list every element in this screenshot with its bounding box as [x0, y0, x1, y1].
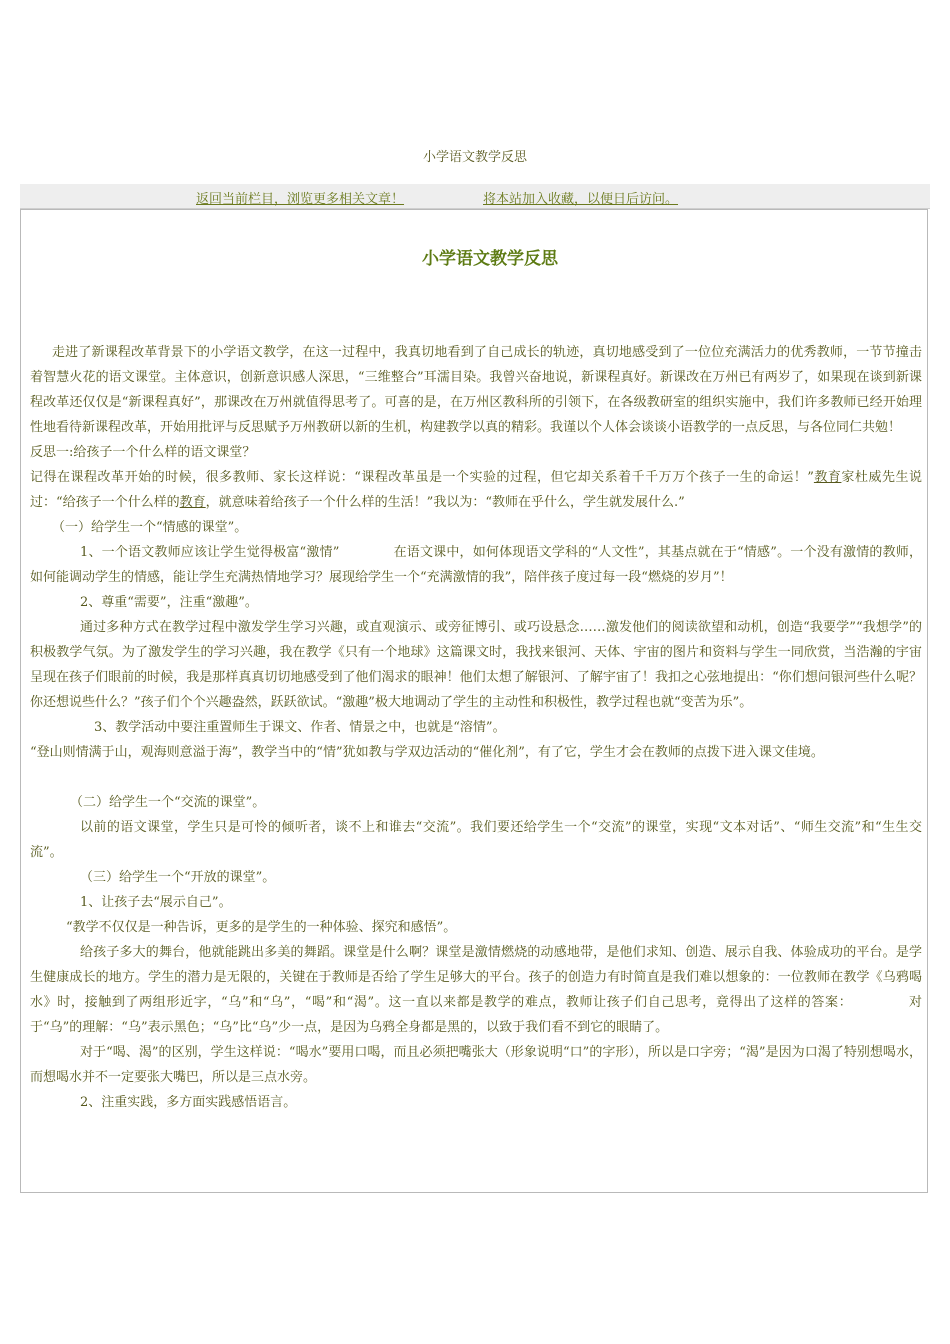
paragraph-text: 记得在课程改革开始的时候，很多教师、家长这样说：“课程改革虽是一个实验的过程，但它却关系着千千万万个孩子一生的命运！” [30, 470, 814, 485]
section-1-paragraph-2: 2、尊重“需要”，注重“激趣”。 [80, 595, 258, 610]
section-3-heading: （三）给学生一个“开放的课堂”。 [80, 870, 276, 885]
section-3-paragraph-1: 1、让孩子去“展示自己”。 [80, 895, 232, 910]
paragraph-text: 家杜威先生说过：“给孩子一个什么样的 [30, 470, 922, 510]
section-3-paragraph-5: 2、注重实践，多方面实践感悟语言。 [80, 1095, 297, 1110]
section-1-heading: （一）给学生一个“情感的课堂”。 [52, 520, 248, 535]
section-1-paragraph-4: 3、教学活动中要注重置师生于课文、作者、情景之中，也就是“溶情”。 [94, 720, 506, 735]
reflection-1-paragraph [30, 465, 922, 515]
blank-line [30, 765, 922, 790]
paragraph-text: 1、一个语文教师应该让学生觉得极富“激情” [80, 545, 340, 560]
section-2-paragraph: 以前的语文课堂，学生只是可怜的倾听者，谈不上和谁去“交流”。我们要还给学生一个“交流”的课堂，实现“文本对话”、“师生交流”和“生生交流”。 [30, 820, 922, 860]
section-2-heading: （二）给学生一个“交流的课堂”。 [70, 795, 266, 810]
article-title: 小学语文教学反思 [422, 249, 558, 269]
link-bar [20, 184, 930, 209]
paragraph-text: 在语文课中，如何体现语文学科的“人文性”，其基点就在于“情感”。一个没有激情的教师，如何能调动学生的情感，能让学生充满热情地学习？展现给学生一个“充满激情的我”，陪伴孩子度过每一段“燃烧的岁月”！ [30, 545, 922, 585]
article-body [30, 340, 922, 1115]
intro-paragraph: 走进了新课程改革背景下的小学语文教学，在这一过程中，我真切地看到了自己成长的轨迹，真切地感受到了一位位充满活力的优秀教师，一节节撞击着智慧火花的语文课堂。主体意识，创新意识感人深思，“三维整合”耳濡目染。我曾兴奋地说，新课程真好。新课改在万州已有两岁了，如果现在谈到新课程改革还仅仅是“新课程真好”，那课改在万州就值得思考了。可喜的是，在万州区教科所的引领下，在各级教研室的组织实施中，我们许多教师已经开始理性地看待新课程改革，开始用批评与反思赋予万州教研以新的生机，构建教学以真的精彩。我谨以个人体会谈谈小语教学的一点反思，与各位同仁共勉！ [30, 345, 922, 435]
education-link-1[interactable]: 教育 [813, 470, 842, 485]
section-1-paragraph-5: “登山则情满于山，观海则意溢于海”，教学当中的“情”犹如教与学双边活动的“催化剂”，有了它，学生才会在教师的点拨下进入课文佳境。 [30, 745, 824, 760]
section-3-paragraph-4: 对于“喝、渴”的区别，学生这样说：“喝水”要用口喝，而且必须把嘴张大（形象说明“口”的字形），所以是口字旁；“渴”是因为口渴了特别想喝水，而想喝水并不一定要张大嘴巴，所以是三点水旁。 [30, 1045, 922, 1085]
back-to-column-link[interactable]: 返回当前栏目，浏览更多相关文章！ [196, 192, 405, 207]
section-1-paragraph-3: 通过多种方式在教学过程中激发学生学习兴趣，或直观演示、或旁征博引、或巧设悬念……激发他们的阅读欲望和动机，创造“我要学”“我想学”的积极教学气氛。为了激发学生的学习兴趣，我在教学《只有一个地球》这篇课文时，我找来银河、天体、宇宙的图片和资料与学生一同欣赏，当浩瀚的宇宙呈现在孩子们眼前的时候，我是那样真真切切地感受到了他们渴求的眼神！他们太想了解银河、了解宇宙了！我扣之心弦地提出：“你们想问银河些什么呢？你还想说些什么？”孩子们个个兴趣盎然，跃跃欲试。“激趣”极大地调动了学生的主动性和积极性，教学过程也就“变苦为乐”。 [30, 620, 922, 710]
document-title: 小学语文教学反思 [422, 150, 527, 165]
add-to-favorites-link[interactable]: 将本站加入收藏，以便日后访问。 [483, 192, 679, 207]
section-3-paragraph-2: “教学不仅仅是一种告诉，更多的是学生的一种体验、探究和感悟”。 [66, 920, 457, 935]
paragraph-text: 对于“乌”的理解：“乌”表示黑色；“乌”比“乌”少一点，是因为乌鸦全身都是黑的，以致于我们看不到它的眼睛了。 [30, 995, 922, 1035]
paragraph-text: ，就意味着给孩子一个什么样的生活！”我以为：“教师在乎什么，学生就发展什么.” [205, 495, 685, 510]
section-3-paragraph-3 [30, 940, 922, 1040]
paragraph-text: 给孩子多大的舞台，他就能跳出多美的舞蹈。课堂是什么啊？课堂是激情燃烧的动感地带，是他们求知、创造、展示自我、体验成功的平台。是学生健康成长的地方。学生的潜力是无限的，关键在于教师是否给了学生足够大的平台。孩子的创造力有时简直是我们难以想象的：一位教师在教学《乌鸦喝水》时，接触到了两组形近字，“乌”和“乌”，“喝”和“渴”。这一直以来都是教学的难点，教师让孩子们自己思考，竟得出了这样的答案： [30, 945, 922, 1010]
education-link-2[interactable]: 教育 [179, 495, 206, 510]
section-1-paragraph-1 [30, 540, 922, 590]
reflection-1-heading: 反思一:给孩子一个什么样的语文课堂？ [30, 445, 256, 460]
